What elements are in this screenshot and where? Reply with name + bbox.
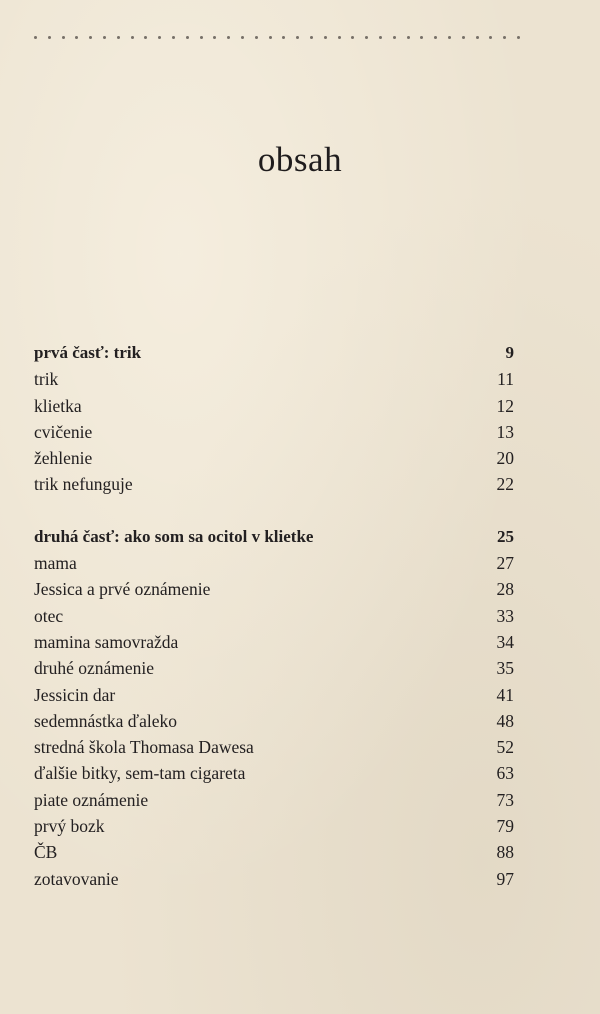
toc-page-number: 11 xyxy=(497,369,514,390)
toc-entry xyxy=(34,393,514,419)
toc-entry xyxy=(34,471,514,497)
toc-part-2 xyxy=(34,524,514,892)
toc-entry xyxy=(34,708,514,734)
toc-part-title: prvá časť: trik xyxy=(34,343,142,362)
toc-entry xyxy=(34,445,514,471)
toc-entry xyxy=(34,734,514,760)
toc-entry xyxy=(34,366,514,392)
toc-page-number: 97 xyxy=(496,868,514,889)
toc-entry xyxy=(34,629,514,655)
toc-page-number: 48 xyxy=(496,710,514,731)
toc-page-number: 33 xyxy=(496,605,514,626)
toc-page-number: 63 xyxy=(496,763,514,784)
toc-page-number: 9 xyxy=(505,343,514,362)
toc-page-number: 28 xyxy=(496,579,514,600)
toc-entry-title: mama xyxy=(34,553,77,574)
dotted-rule xyxy=(34,34,520,40)
toc-entry xyxy=(34,787,514,813)
toc-entry xyxy=(34,655,514,681)
toc-entry xyxy=(34,813,514,839)
toc-entry xyxy=(34,866,514,892)
toc-entry-title: žehlenie xyxy=(34,448,93,469)
toc-entry xyxy=(34,576,514,602)
table-of-contents xyxy=(34,340,514,918)
toc-page-number: 12 xyxy=(496,395,514,416)
toc-entry-title: ČB xyxy=(34,842,58,863)
toc-part-heading xyxy=(34,524,514,550)
toc-entry xyxy=(34,839,514,865)
toc-entry-title: mamina samovražda xyxy=(34,631,179,652)
toc-page-number: 88 xyxy=(496,842,514,863)
toc-page-number: 20 xyxy=(496,448,514,469)
toc-entry xyxy=(34,682,514,708)
toc-entry-title: otec xyxy=(34,605,64,626)
toc-page-number: 41 xyxy=(496,684,514,705)
toc-page-number: 73 xyxy=(496,789,514,810)
toc-entry xyxy=(34,760,514,786)
toc-part-title: druhá časť: ako som sa ocitol v klietke xyxy=(34,526,314,546)
toc-part-heading xyxy=(34,340,514,366)
toc-entry-title: sedemnástka ďaleko xyxy=(34,710,177,731)
toc-page-number: 35 xyxy=(496,658,514,679)
toc-entry-title: trik xyxy=(34,369,59,390)
toc-page-number: 13 xyxy=(496,421,514,442)
toc-page-number: 34 xyxy=(496,631,514,652)
toc-entry-title: klietka xyxy=(34,395,82,416)
toc-page-number: 79 xyxy=(496,816,514,837)
toc-entry xyxy=(34,603,514,629)
toc-entry-title: trik nefunguje xyxy=(34,474,133,495)
toc-entry-title: ďalšie bitky, sem-tam cigareta xyxy=(34,763,246,784)
toc-entry-title: Jessicin dar xyxy=(34,684,116,705)
toc-part-1 xyxy=(34,340,514,498)
toc-entry-title: Jessica a prvé oznámenie xyxy=(34,579,211,600)
toc-entry-title: zotavovanie xyxy=(34,868,119,889)
toc-page-number: 22 xyxy=(496,474,514,495)
toc-entry-title: piate oznámenie xyxy=(34,789,149,810)
toc-page-number: 25 xyxy=(497,526,514,546)
toc-entry-title: stredná škola Thomasa Dawesa xyxy=(34,737,254,758)
page-title: obsah xyxy=(257,140,343,179)
toc-page-number: 27 xyxy=(496,553,514,574)
toc-entry xyxy=(34,550,514,576)
toc-entry xyxy=(34,419,514,445)
toc-entry-title: cvičenie xyxy=(34,421,93,442)
toc-entry-title: prvý bozk xyxy=(34,816,105,837)
toc-page-number: 52 xyxy=(496,737,514,758)
toc-entry-title: druhé oznámenie xyxy=(34,658,155,679)
